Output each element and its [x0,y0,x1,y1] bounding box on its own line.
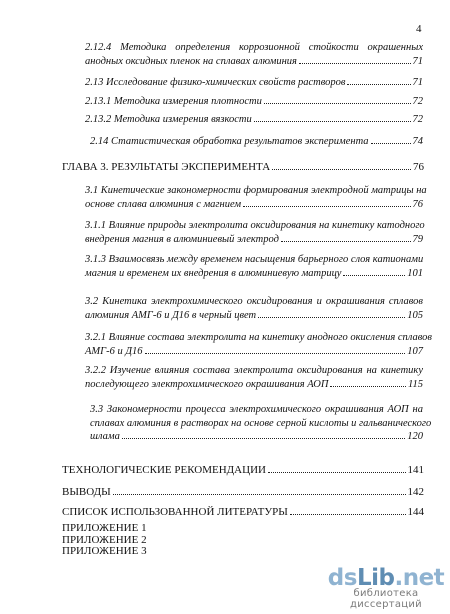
logo-net-text: .net [394,565,445,591]
dot-leader [264,103,411,104]
dot-leader [299,63,411,64]
toc-section-entry [62,464,424,478]
toc-page-number: 115 [408,378,423,390]
toc-entry-text: 3.3 Закономерности процесса электрохимического окрашивания АОП на [90,404,423,415]
dot-leader [258,317,405,318]
dot-leader [281,241,411,242]
toc-entry-text: СПИСОК ИСПОЛЬЗОВАННОЙ ЛИТЕРАТУРЫ [62,506,288,518]
toc-entry-text: 2.13.1 Методика измерения плотности [85,96,262,107]
toc-entry-text: 3.1 Кинетические закономерности формирования электродной матрицы на [85,185,427,196]
toc-entry [85,184,427,211]
toc-entry [85,253,423,280]
toc-entry-text: 2.13 Исследование физико-химических свойств растворов [85,77,346,88]
toc-section-entry [62,486,424,500]
toc-entry [85,364,423,391]
toc-entry-text: последующего электрохимического окрашивания АОП [85,378,329,390]
toc-page-number: 101 [407,267,423,279]
toc-entry-text: 2.14 Статистическая обработка результатов эксперимента [90,136,369,147]
dot-leader [272,169,411,170]
toc-entry-text: 3.1.3 Взаимосвязь между временем насыщения барьерного слоя катионами [85,254,424,265]
toc-entry-text: ГЛАВА 3. РЕЗУЛЬТАТЫ ЭКСПЕРИМЕНТА [62,161,271,173]
toc-entry-text: сплавах алюминия в растворах на основе серной кислоты и гальванического [90,417,432,429]
toc-page-number: 76 [412,198,423,210]
toc-entry-text: ВЫВОДЫ [62,486,111,498]
dslib-watermark [327,566,445,610]
dslib-logo [327,566,445,590]
toc-page-number: 72 [412,114,423,125]
toc-page-number: 120 [407,431,423,442]
dot-leader [113,494,406,495]
toc-entry-text: магния и временем их внедрения в алюминиевую матрицу [85,267,342,279]
page-number: 4 [416,23,422,35]
appendix-list [62,523,147,558]
toc-entry-text: шлама [90,431,120,442]
toc-entry [85,113,423,127]
toc-page-number: 76 [413,161,424,173]
toc-entry-text: 3.2.2 Изучение влияния состава электролита оксидирования на кинетику [85,365,423,376]
toc-entry-text: ТЕХНОЛОГИЧЕСКИЕ РЕКОМЕНДАЦИИ [62,464,266,476]
toc-entry-text: основе сплава алюминия с магнием [85,198,242,210]
toc-entry-text: АМГ-6 и Д16 [85,345,143,357]
toc-entry [85,76,423,90]
appendix-item: ПРИЛОЖЕНИЕ 2 [62,533,147,546]
toc-page-number: 144 [407,506,424,518]
toc-entry [90,135,423,149]
toc-entry-text: 2.12.4 Методика определения коррозионной стойкости окрашенных [85,42,423,53]
appendix-item: ПРИЛОЖЕНИЕ 3 [62,545,147,557]
dot-leader [290,514,406,515]
toc-page-number: 71 [412,77,423,88]
toc-entry [85,219,423,246]
dot-leader [145,353,406,354]
dot-leader [122,438,405,439]
toc-page-number: 105 [407,309,423,321]
dot-leader [371,143,411,144]
appendix-item: ПРИЛОЖЕНИЕ 1 [62,522,147,534]
dot-leader [330,386,406,387]
toc-page-number: 72 [412,96,423,107]
logo-lib-text: Lib [356,565,395,591]
toc-entry-text: 2.13.2 Методика измерения вязкости [85,114,252,125]
toc-entry-text: внедрения магния в алюминиевый электрод [85,233,279,245]
toc-section-entry [62,506,424,520]
toc-entry-text: 3.2 Кинетика электрохимического оксидирования и окрашивания сплавов [85,296,423,307]
dot-leader [254,121,411,122]
toc-entry-text: анодных оксидных пленок на сплавах алюминия [85,55,297,67]
toc-entry [85,41,423,68]
toc-entry [90,403,432,444]
toc-entry [85,331,432,358]
toc-page-number: 141 [407,464,424,476]
dot-leader [343,275,405,276]
toc-entry [85,295,423,322]
toc-entry-text: 3.1.1 Влияние природы электролита оксидирования на кинетику катодного [85,220,425,231]
toc-page-number: 74 [412,136,423,147]
toc-page-number: 71 [412,55,423,67]
logo-ds-text: ds [327,565,357,591]
dot-leader [347,84,410,85]
watermark-tagline: библиотека диссертаций [350,588,422,610]
dot-leader [243,206,410,207]
toc-entry-text: алюминия АМГ-6 и Д16 в черный цвет [85,309,257,321]
dot-leader [268,472,406,473]
toc-page-number: 142 [407,486,424,498]
toc-page-number: 79 [412,233,423,245]
toc-entry [85,95,423,109]
toc-entry-text: 3.2.1 Влияние состава электролита на кинетику анодного окисления сплавов [85,332,432,343]
toc-chapter-entry [62,161,424,175]
toc-page-number: 107 [407,345,423,357]
